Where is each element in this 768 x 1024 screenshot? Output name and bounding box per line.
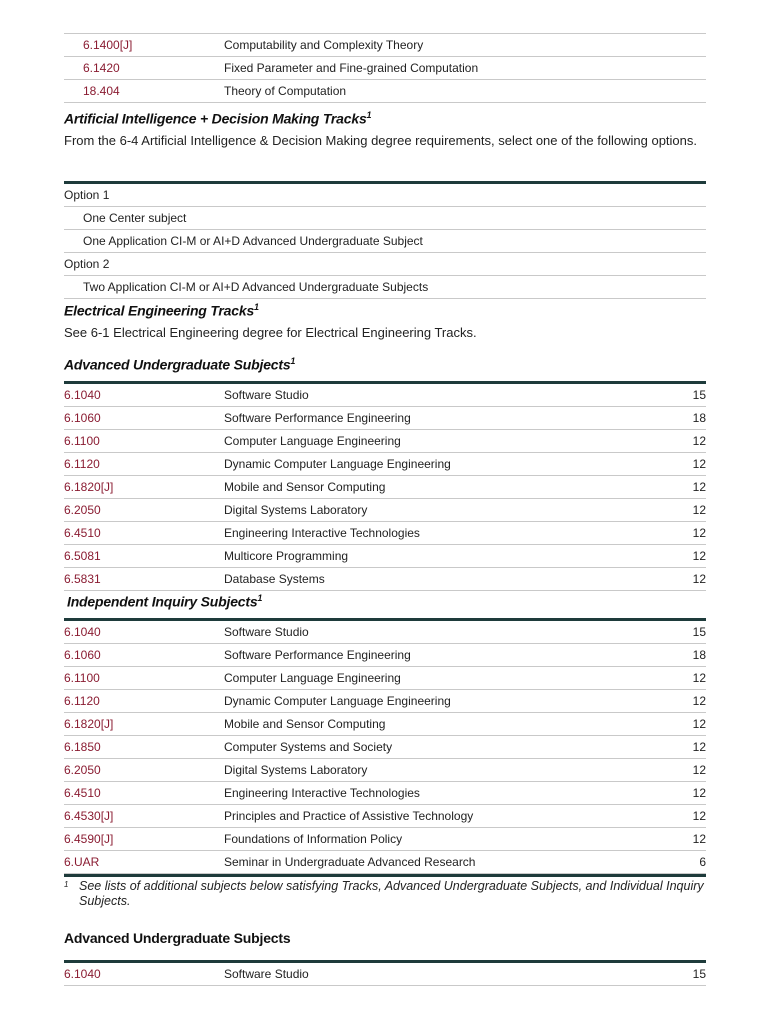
top-subject-table (64, 33, 706, 103)
subject-credits: 12 (692, 457, 706, 471)
table-row (64, 476, 706, 499)
option-item: One Center subject (83, 211, 187, 225)
adv-heading: Advanced Undergraduate Subjects$^1$ (64, 356, 296, 373)
subject-credits: 12 (692, 717, 706, 731)
subject-code-link[interactable]: 6.UAR (64, 855, 100, 869)
footnote-text: See lists of additional subjects below satisfying Tracks, Advanced Undergraduate Subjects, and Individual Inquiry Subjects. (79, 879, 704, 908)
subject-credits: 12 (692, 434, 706, 448)
subject-code-link[interactable]: 6.4590[J] (64, 832, 114, 846)
table-row (64, 499, 706, 522)
subject-title: Engineering Interactive Technologies (224, 526, 420, 540)
option-row (64, 207, 706, 230)
subject-credits: 15 (692, 625, 706, 639)
subject-code-link[interactable]: 6.5081 (64, 549, 101, 563)
subject-code-link[interactable]: 6.5831 (64, 572, 101, 586)
table-row (64, 690, 706, 713)
subject-title: Fixed Parameter and Fine-grained Computation (224, 61, 479, 75)
ee-heading: Electrical Engineering Tracks$^1$ (64, 302, 259, 319)
ai-description: From the 6-4 Artificial Intelligence & Decision Making degree requirements, select one of the following options. (64, 132, 697, 148)
table-row (64, 828, 706, 851)
option-row (64, 276, 706, 299)
table-row (64, 80, 706, 103)
subject-credits: 12 (692, 526, 706, 540)
footnote (64, 874, 706, 909)
indep-heading: Independent Inquiry Subjects$^1$ (67, 593, 263, 610)
ee-description: See 6-1 Electrical Engineering degree for Electrical Engineering Tracks. (64, 324, 477, 340)
subject-code-link[interactable]: 6.1120 (64, 457, 100, 471)
subject-code-link[interactable]: 6.1060 (64, 411, 101, 425)
option-label: Option 1 (64, 188, 110, 202)
table-row (64, 644, 706, 667)
subject-code-link[interactable]: 6.1100 (64, 434, 100, 448)
subject-title: Multicore Programming (224, 549, 349, 563)
table-row (64, 522, 706, 545)
subject-credits: 12 (692, 671, 706, 685)
adv2-heading: Advanced Undergraduate Subjects (64, 930, 291, 946)
subject-title: Computer Language Engineering (224, 671, 401, 685)
subject-title: Digital Systems Laboratory (224, 763, 368, 777)
ee-section (64, 302, 706, 340)
subject-title: Principles and Practice of Assistive Technology (224, 809, 474, 823)
subject-code-link[interactable]: 6.1040 (64, 967, 101, 981)
subject-credits: 12 (692, 763, 706, 777)
table-row (64, 713, 706, 736)
subject-credits: 12 (692, 549, 706, 563)
ai-heading: Artificial Intelligence + Decision Making Tracks$^1$ (64, 110, 372, 127)
table-row (64, 34, 706, 57)
subject-title: Theory of Computation (224, 84, 347, 98)
option-row (64, 253, 706, 276)
ai-section (64, 110, 706, 148)
subject-credits: 12 (692, 572, 706, 586)
subject-credits: 18 (692, 648, 706, 662)
option-row (64, 184, 706, 207)
subject-credits: 12 (692, 694, 706, 708)
subject-code-link[interactable]: 18.404 (83, 84, 120, 98)
subject-code-link[interactable]: 6.1820[J] (64, 480, 114, 494)
subject-credits: 12 (692, 503, 706, 517)
subject-code-link[interactable]: 6.1400[J] (83, 38, 133, 52)
subject-code-link[interactable]: 6.1040 (64, 625, 101, 639)
subject-title: Software Studio (224, 625, 309, 639)
subject-code-link[interactable]: 6.1060 (64, 648, 101, 662)
table-row (64, 568, 706, 591)
option-label: Option 2 (64, 257, 110, 271)
subject-title: Seminar in Undergraduate Advanced Research (224, 855, 476, 869)
table-row (64, 759, 706, 782)
table-row (64, 667, 706, 690)
option-item: Two Application CI-M or AI+D Advanced Undergraduate Subjects (83, 280, 429, 294)
subject-title: Foundations of Information Policy (224, 832, 403, 846)
subject-title: Software Studio (224, 967, 309, 981)
subject-credits: 15 (692, 388, 706, 402)
subject-title: Digital Systems Laboratory (224, 503, 368, 517)
subject-title: Database Systems (224, 572, 325, 586)
subject-code-link[interactable]: 6.4510 (64, 786, 101, 800)
subject-code-link[interactable]: 6.2050 (64, 763, 101, 777)
table-row (64, 736, 706, 759)
subject-title: Computer Systems and Society (224, 740, 393, 754)
subject-title: Mobile and Sensor Computing (224, 717, 386, 731)
adv2-section (64, 930, 706, 946)
subject-code-link[interactable]: 6.1420 (83, 61, 120, 75)
subject-title: Dynamic Computer Language Engineering (224, 694, 451, 708)
option-item: One Application CI-M or AI+D Advanced Undergraduate Subject (83, 234, 423, 248)
subject-title: Computability and Complexity Theory (224, 38, 424, 52)
subject-code-link[interactable]: 6.4530[J] (64, 809, 114, 823)
adv2-subject-table (64, 960, 706, 986)
adv-subject-table (64, 381, 706, 591)
indep-subject-table (64, 618, 706, 874)
table-row (64, 963, 706, 986)
subject-credits: 12 (692, 832, 706, 846)
subject-code-link[interactable]: 6.4510 (64, 526, 101, 540)
table-row (64, 545, 706, 568)
table-row (64, 430, 706, 453)
subject-credits: 15 (692, 967, 706, 981)
table-row (64, 384, 706, 407)
subject-title: Software Performance Engineering (224, 411, 411, 425)
subject-title: Mobile and Sensor Computing (224, 480, 386, 494)
subject-credits: 12 (692, 480, 706, 494)
subject-code-link[interactable]: 6.1850 (64, 740, 101, 754)
subject-code-link[interactable]: 6.1100 (64, 671, 100, 685)
ai-options-table (64, 181, 706, 299)
subject-credits: 12 (692, 786, 706, 800)
table-row (64, 57, 706, 80)
subject-code-link[interactable]: 6.2050 (64, 503, 101, 517)
subject-credits: 18 (692, 411, 706, 425)
option-row (64, 230, 706, 253)
indep-section (67, 593, 709, 610)
subject-title: Software Studio (224, 388, 309, 402)
table-row (64, 621, 706, 644)
table-row (64, 453, 706, 476)
subject-credits: 12 (692, 740, 706, 754)
subject-code-link[interactable]: 6.1040 (64, 388, 101, 402)
subject-code-link[interactable]: 6.1120 (64, 694, 100, 708)
subject-title: Dynamic Computer Language Engineering (224, 457, 451, 471)
adv-section (64, 356, 706, 373)
table-row (64, 407, 706, 430)
subject-code-link[interactable]: 6.1820[J] (64, 717, 114, 731)
subject-credits: 6 (699, 855, 706, 869)
footnote-mark: 1 (64, 880, 69, 889)
subject-credits: 12 (692, 809, 706, 823)
subject-title: Software Performance Engineering (224, 648, 411, 662)
table-row (64, 851, 706, 874)
table-row (64, 805, 706, 828)
subject-title: Engineering Interactive Technologies (224, 786, 420, 800)
table-row (64, 782, 706, 805)
subject-title: Computer Language Engineering (224, 434, 401, 448)
